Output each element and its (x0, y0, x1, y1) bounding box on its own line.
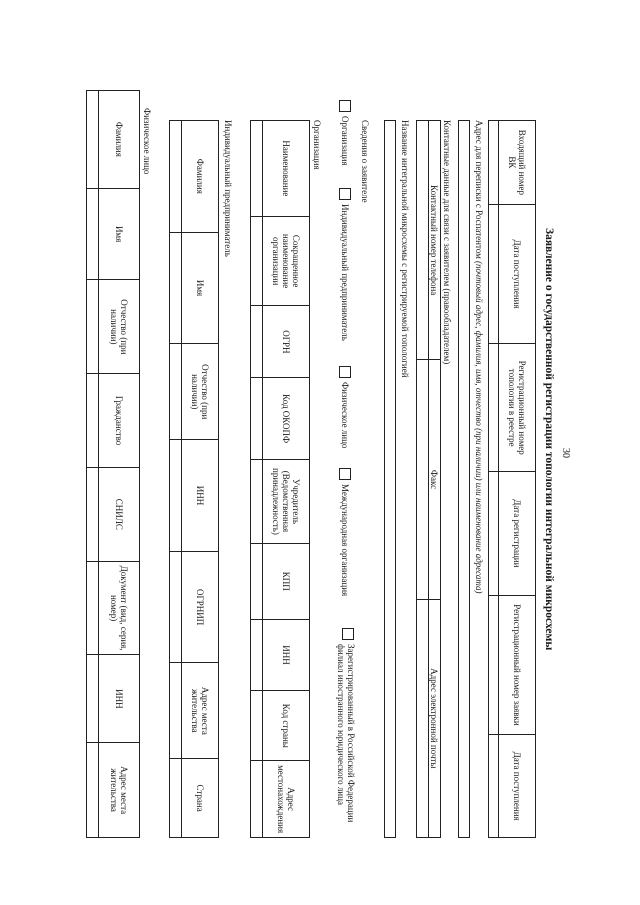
org-input-country-code[interactable] (251, 691, 262, 761)
organization-label: Организация (312, 120, 322, 170)
org-input-founder[interactable] (251, 460, 262, 544)
contacts-input-row[interactable] (416, 120, 428, 838)
microcircuit-name-field[interactable] (384, 120, 396, 838)
org-col-short-name: Сокращенное наименование организации (263, 217, 309, 307)
checkbox-entrepreneur[interactable] (339, 188, 351, 200)
option-international[interactable]: Международная организация (339, 468, 351, 596)
option-entrepreneur[interactable]: Индивидуальный предприниматель (339, 188, 351, 341)
ie-input-country[interactable] (170, 759, 181, 837)
org-col-name: Наименование (263, 121, 309, 217)
applicant-label: Сведения о заявителе (360, 120, 370, 203)
ind-col-inn: ИНН (99, 655, 139, 743)
ie-col-residence: Адрес места жительства (182, 663, 218, 759)
organization-table (262, 120, 310, 838)
option-individual[interactable]: Физическое лицо (339, 366, 351, 448)
contacts-col-phone: Контактный номер телефона (429, 121, 440, 360)
header-col-receipt-date-2: Дата поступления (512, 751, 522, 821)
option-foreign-branch[interactable]: Зарегистрированный в Российской Федерации филиал иностранного юридического лица (336, 628, 356, 838)
ie-input-patronymic[interactable] (170, 344, 181, 440)
org-col-ogrn: ОГРН (263, 306, 309, 378)
header-input-incoming-number[interactable] (489, 121, 498, 205)
org-col-kpp: КПП (263, 544, 309, 620)
entrepreneur-table (181, 120, 219, 838)
checkbox-foreign-branch[interactable] (342, 628, 354, 640)
org-input-kpp[interactable] (251, 544, 262, 620)
org-input-okopf[interactable] (251, 378, 262, 460)
ind-col-first-name: Имя (99, 189, 139, 281)
checkbox-organization[interactable] (339, 100, 351, 112)
ie-input-ogrnip[interactable] (170, 552, 181, 664)
header-col-receipt-date: Дата поступления (499, 205, 535, 345)
ie-col-first-name: Имя (182, 233, 218, 345)
individual-input-row[interactable] (86, 90, 98, 838)
microcircuit-name-label: Название интегральной микросхемы с регистрируемой топологией (400, 120, 410, 378)
ie-input-residence[interactable] (170, 663, 181, 759)
ind-input-document[interactable] (87, 562, 98, 656)
org-input-inn[interactable] (251, 620, 262, 692)
contacts-label: Контактные данные для связи с заявителем (правообладателем) (442, 120, 452, 365)
header-col-incoming-number: Входящий номер ВК (499, 121, 535, 205)
ind-input-citizenship[interactable] (87, 374, 98, 468)
org-input-name[interactable] (251, 121, 262, 217)
ie-col-inn: ИНН (182, 440, 218, 552)
header-col-registry-number: Регистрационный номер топологии в реестре (499, 344, 535, 472)
org-col-inn: ИНН (263, 620, 309, 692)
contacts-input-phone[interactable] (417, 121, 428, 360)
address-label: Адрес для переписки с Роспатентом (почтовый адрес, фамилия, имя, отчество (при наличии) или наименование адресата) (474, 120, 484, 594)
org-col-founder: Учредитель (Ведомственная принадлежность) (263, 460, 309, 544)
header-input-receipt-date[interactable] (489, 205, 498, 345)
ind-col-citizenship: Гражданство (99, 374, 139, 468)
ie-col-country: Страна (195, 784, 205, 812)
ind-input-surname[interactable] (87, 91, 98, 189)
org-input-location[interactable] (251, 761, 262, 837)
ind-input-residence[interactable] (87, 743, 98, 837)
ind-col-patronymic: Отчество (при наличии) (99, 280, 139, 374)
ind-col-surname: Фамилия (99, 91, 139, 189)
contacts-col-fax: Факс (429, 360, 440, 599)
option-organization[interactable]: Организация (339, 100, 351, 166)
ie-input-first-name[interactable] (170, 233, 181, 345)
checkbox-individual[interactable] (339, 366, 351, 378)
ind-col-snils: СНИЛС (99, 468, 139, 562)
header-input-registry-number[interactable] (489, 344, 498, 472)
header-table-input-row[interactable] (488, 120, 498, 838)
address-field[interactable] (458, 120, 470, 838)
contacts-input-email[interactable] (417, 600, 428, 837)
entrepreneur-input-row[interactable] (169, 120, 181, 838)
ind-col-document: Документ (вид, серия, номер) (99, 562, 139, 656)
header-input-receipt-date-2[interactable] (489, 735, 498, 837)
org-col-location: Адрес местонахождения (276, 765, 296, 834)
contacts-col-email: Адрес электронной почты (429, 668, 440, 769)
ind-input-snils[interactable] (87, 468, 98, 562)
ie-col-patronymic: Отчество (при наличии) (182, 344, 218, 440)
header-input-registration-date[interactable] (489, 472, 498, 596)
organization-input-row[interactable] (250, 120, 262, 838)
org-input-ogrn[interactable] (251, 306, 262, 378)
header-table (498, 120, 536, 838)
ie-input-inn[interactable] (170, 440, 181, 552)
page-number: 30 (560, 448, 571, 458)
entrepreneur-label: Индивидуальный предприниматель (223, 120, 233, 257)
contacts-input-fax[interactable] (417, 360, 428, 599)
ie-col-ogrnip: ОГРНИП (182, 552, 218, 664)
ind-input-patronymic[interactable] (87, 280, 98, 374)
ind-input-inn[interactable] (87, 655, 98, 743)
contacts-table (428, 120, 441, 838)
ind-input-first-name[interactable] (87, 189, 98, 281)
org-col-country-code: Код страны (263, 691, 309, 761)
individual-table (98, 90, 140, 838)
header-input-application-number[interactable] (489, 596, 498, 736)
ie-input-surname[interactable] (170, 121, 181, 233)
ie-col-surname: Фамилия (182, 121, 218, 233)
form-title: Заявление о государственной регистрации топологии интегральной микросхемы (543, 228, 555, 651)
org-col-okopf: Код ОКОПФ (263, 378, 309, 460)
header-col-registration-date: Дата регистрации (499, 472, 535, 596)
org-input-short-name[interactable] (251, 217, 262, 307)
ind-col-residence: Адрес места жительства (109, 766, 129, 815)
header-col-application-number: Регистрационный номер заявки (499, 596, 535, 736)
individual-label: Физическое лицо (142, 108, 152, 175)
checkbox-international[interactable] (339, 468, 351, 480)
